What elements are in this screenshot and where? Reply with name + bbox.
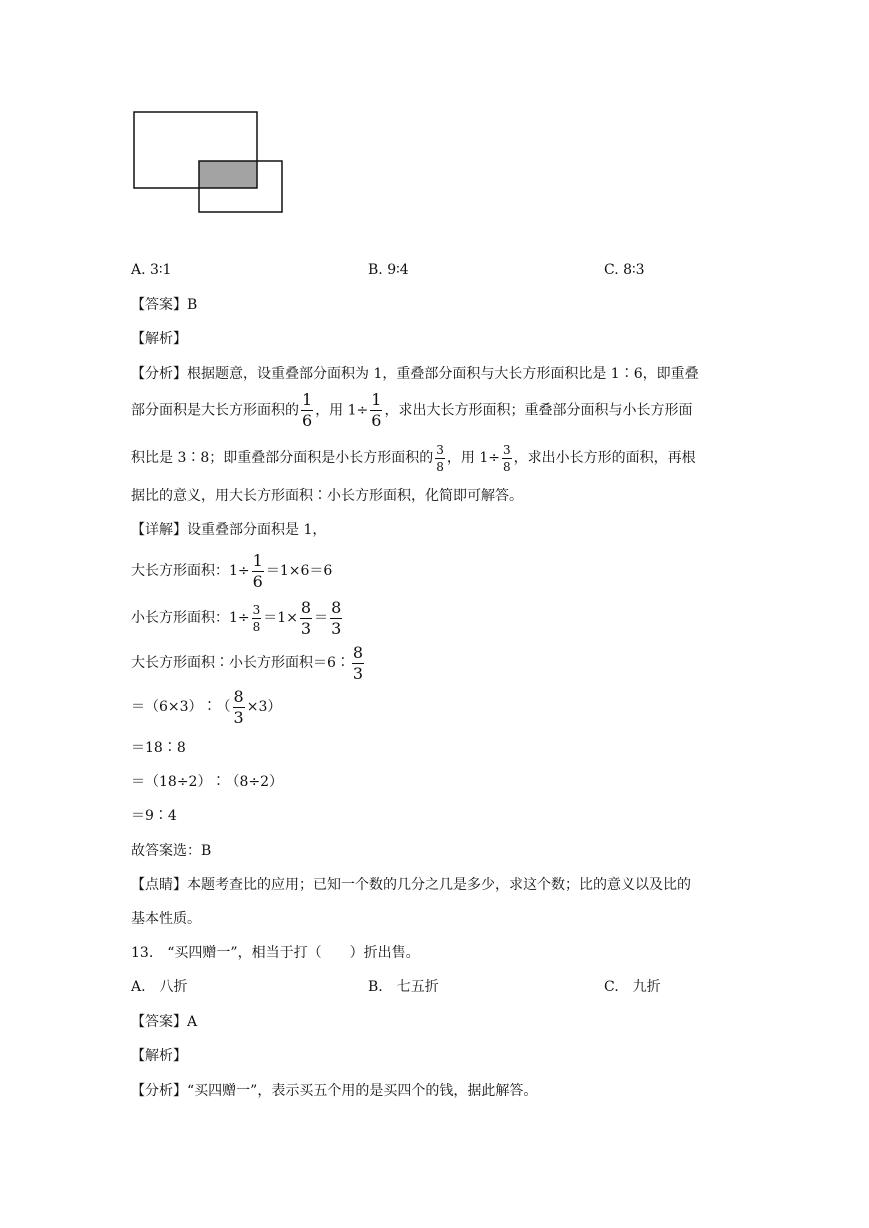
- fraction-denominator: 3: [300, 618, 312, 638]
- fraction-denominator: 6: [252, 571, 263, 591]
- q12-dianjing-line2: 基本性质。: [131, 911, 201, 927]
- fraction-one-sixth: [370, 392, 382, 429]
- dianjing-text: 本题考查比的应用；已知一个数的几分之几是多少，求这个数；比的意义以及比的: [187, 877, 691, 893]
- fraction-numerator: 3: [252, 602, 261, 617]
- calc-text: 大长方形面积∶小长方形面积＝6∶: [131, 655, 350, 671]
- q13-stem: 13. “买四赠一”，相当于打（ ）折出售。: [131, 945, 420, 961]
- q12-answer: 【答案】B: [131, 297, 198, 313]
- q12-jiexi-label: 【解析】: [131, 331, 187, 347]
- q12-xiangjie-line1: [131, 520, 326, 540]
- ratio-step1: [131, 687, 281, 727]
- ratio-step3: ＝（18÷2）∶（8÷2）: [131, 774, 283, 790]
- q12-option-c: C. 8∶3: [604, 262, 645, 278]
- calc-text: 大长方形面积：1÷: [131, 563, 250, 579]
- fraction-one-sixth: [252, 550, 264, 591]
- fraction-denominator: 6: [371, 411, 382, 430]
- fraction-denominator: 3: [233, 707, 244, 727]
- dianjing-tag: 【点睛】: [131, 877, 187, 893]
- fenxi-text: ，用 1÷: [315, 402, 369, 419]
- fenxi-text: 根据题意，设重叠部分面积为 1，重叠部分面积与大长方形面积比是 1∶6，即重叠: [187, 366, 699, 382]
- fraction-denominator: 3: [331, 618, 342, 638]
- fraction-three-eighths: [435, 444, 445, 473]
- fraction-denominator: 6: [302, 411, 313, 430]
- fraction-one-sixth: [301, 392, 313, 429]
- fraction-numerator: 1: [371, 390, 382, 409]
- q12-option-b: B. 9∶4: [368, 262, 409, 278]
- fraction-denominator: 8: [252, 619, 261, 634]
- fraction-three-eighths: [502, 444, 512, 473]
- fenxi-text: 部分面积是大长方形面积的: [131, 402, 299, 419]
- ratio-step4: ＝9∶4: [131, 808, 177, 824]
- q12-fenxi-line3: [131, 440, 696, 476]
- q12-final-answer: 故答案选：B: [131, 843, 212, 859]
- overlap-region: [199, 161, 257, 188]
- q12-dianjing-line1: [131, 875, 691, 895]
- fraction-denominator: 3: [352, 663, 364, 683]
- fraction-three-eighths: [252, 604, 262, 633]
- calc-text: ＝1×6＝6: [265, 563, 333, 579]
- fraction-eight-thirds: [352, 642, 364, 683]
- fenxi-text: ，求出小长方形的面积，再根: [513, 450, 696, 466]
- fenxi-tag: 【分析】: [131, 366, 187, 382]
- fenxi-text: 积比是 3∶8；即重叠部分面积是小长方形面积的: [131, 450, 434, 466]
- q13-jiexi-label: 【解析】: [131, 1048, 187, 1064]
- q12-fenxi-line1: [131, 364, 699, 384]
- fenxi-text: ，求出大长方形面积；重叠部分面积与小长方形面: [384, 402, 693, 419]
- big-rectangle-area-line: [131, 551, 332, 591]
- q12-option-a: A. 3∶1: [131, 262, 172, 278]
- q13-option-c: C. 九折: [604, 979, 661, 995]
- fraction-denominator: 8: [503, 459, 511, 474]
- q13-option-b: B. 七五折: [368, 979, 439, 995]
- fraction-numerator: 3: [436, 442, 444, 457]
- overlap-rectangles-figure: [120, 100, 300, 225]
- xiangjie-text: 设重叠部分面积是 1，: [187, 522, 327, 538]
- fraction-numerator: 1: [302, 390, 313, 409]
- fenxi-text: ，用 1÷: [446, 450, 500, 466]
- xiangjie-tag: 【详解】: [131, 522, 187, 538]
- fraction-numerator: 8: [233, 686, 244, 706]
- q13-fenxi: 【分析】“买四赠一”，表示买五个用的是买四个的钱，据此解答。: [131, 1083, 538, 1099]
- fraction-numerator: 3: [503, 442, 511, 457]
- fraction-eight-thirds: [330, 597, 342, 638]
- fraction-eight-thirds: [300, 597, 312, 638]
- q12-fenxi-line4: 据比的意义，用大长方形面积∶小长方形面积，化简即可解答。: [131, 488, 523, 504]
- calc-text: ＝1×: [263, 610, 298, 626]
- fraction-denominator: 8: [436, 459, 444, 474]
- fraction-numerator: 8: [300, 597, 312, 617]
- fraction-numerator: 1: [252, 550, 263, 570]
- calc-text: ×3）: [246, 699, 282, 715]
- ratio-line: [131, 643, 366, 683]
- small-rectangle-area-line: [131, 598, 344, 638]
- fraction-eight-thirds: [233, 686, 245, 727]
- ratio-step2: ＝18∶8: [131, 740, 186, 756]
- calc-text: ＝（6×3）∶（: [131, 699, 231, 715]
- q12-fenxi-line2: [131, 392, 692, 429]
- q13-option-a: A. 八折: [131, 979, 188, 995]
- fraction-numerator: 8: [331, 597, 342, 617]
- fraction-numerator: 8: [352, 642, 364, 662]
- calc-text: ＝: [314, 610, 329, 626]
- calc-text: 小长方形面积：1÷: [131, 610, 250, 626]
- q13-answer: 【答案】A: [131, 1014, 198, 1030]
